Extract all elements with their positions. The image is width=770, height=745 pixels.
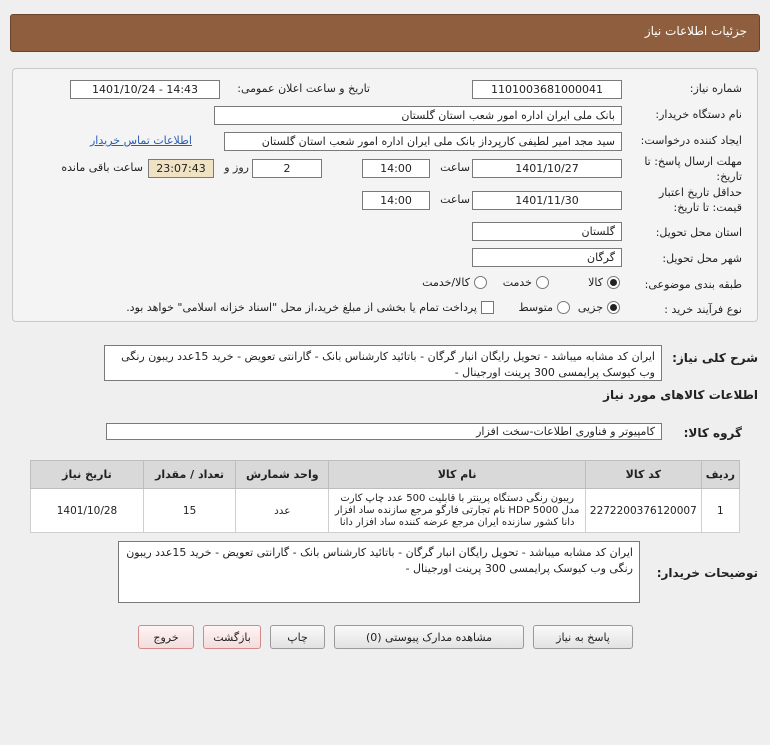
reply-time-field: 14:00 bbox=[362, 159, 430, 178]
reply-deadline-label: مهلت ارسال پاسخ: تا تاریخ: bbox=[644, 155, 742, 183]
buyer-org-field: بانک ملی ایران اداره امور شعب استان گلستان bbox=[214, 106, 622, 125]
page-header bbox=[10, 14, 760, 52]
goods-section-title: اطلاعات کالاهای مورد نیاز bbox=[603, 388, 758, 402]
radio-icon[interactable] bbox=[536, 276, 549, 289]
col-date: تاریخ نیاز bbox=[31, 461, 144, 489]
treasury-payment-option[interactable]: پرداخت تمام یا بخشی از مبلغ خرید،از محل "اسناد خزانه اسلامی" خواهد بود. bbox=[126, 301, 494, 314]
remaining-time-field: 23:07:43 bbox=[148, 159, 214, 178]
category-option-service[interactable]: خدمت bbox=[503, 276, 549, 289]
exit-button[interactable]: خروج bbox=[138, 625, 194, 649]
announce-field: 1401/10/24 - 14:43 bbox=[70, 80, 220, 99]
radio-icon[interactable] bbox=[474, 276, 487, 289]
row-unit: عدد bbox=[236, 489, 329, 533]
city-field: گرگان bbox=[472, 248, 622, 267]
table-row bbox=[31, 489, 740, 533]
page-title: جزئیات اطلاعات نیاز bbox=[644, 24, 747, 38]
goods-table bbox=[30, 460, 740, 533]
need-number-field: 1101003681000041 bbox=[472, 80, 622, 99]
col-unit: واحد شمارش bbox=[236, 461, 329, 489]
goods-table-header bbox=[31, 461, 740, 489]
row-name: ریبون رنگی دستگاه پرینتر با قابلیت 500 عدد چاپ کارت مدل HDP 5000 نام تجارتی فارگو مرجع سازنده ساد افزار دانا کشور سازنده ایران مرجع عرضه کننده ساد افزار دانا bbox=[329, 489, 586, 533]
days-field: 2 bbox=[252, 159, 322, 178]
buyer-notes-label: توضیحات خریدار: bbox=[656, 566, 758, 580]
summary-label: شرح کلی نیاز: bbox=[672, 351, 758, 365]
row-qty: 15 bbox=[143, 489, 235, 533]
radio-selected-icon[interactable] bbox=[607, 276, 620, 289]
col-index: ردیف bbox=[701, 461, 739, 489]
category-option-goods[interactable]: کالا bbox=[588, 276, 620, 289]
requester-field: سید مجد امیر لطیفی کارپرداز بانک ملی ایران اداره امور شعب استان گلستان bbox=[224, 132, 622, 151]
goods-group-label: گروه کالا: bbox=[683, 426, 742, 440]
radio-selected-icon[interactable] bbox=[607, 301, 620, 314]
reply-button[interactable]: پاسخ به نیاز bbox=[533, 625, 633, 649]
row-date: 1401/10/28 bbox=[31, 489, 144, 533]
category-option-goods-service[interactable]: کالا/خدمت bbox=[422, 276, 487, 289]
process-label: نوع فرآیند خرید : bbox=[664, 303, 742, 316]
col-name: نام کالا bbox=[329, 461, 586, 489]
remaining-label: ساعت باقی مانده bbox=[61, 161, 143, 174]
province-field: گلستان bbox=[472, 222, 622, 241]
category-label: طبقه بندی موضوعی: bbox=[644, 278, 742, 291]
days-label: روز و bbox=[224, 161, 249, 174]
summary-text: ایران کد مشابه میباشد - تحویل رایگان انبار گرگان - باتائید کارشناس بانک - گارانتی تعویض - خرید 15عدد ریبون رنگی وب کیوسک پرایمسی 300 پرینت اورجینال - bbox=[104, 345, 662, 381]
attachments-button[interactable]: مشاهده مدارک پیوستی (0) bbox=[334, 625, 524, 649]
city-label: شهر محل تحویل: bbox=[662, 252, 742, 265]
goods-table-wrap bbox=[30, 460, 740, 533]
announce-label: تاریخ و ساعت اعلان عمومی: bbox=[237, 82, 370, 95]
back-button[interactable]: بازگشت bbox=[203, 625, 261, 649]
reply-time-label: ساعت bbox=[440, 161, 470, 174]
col-qty: تعداد / مقدار bbox=[143, 461, 235, 489]
need-number-label: شماره نیاز: bbox=[689, 82, 742, 95]
province-label: استان محل تحویل: bbox=[655, 226, 742, 239]
buyer-org-label: نام دستگاه خریدار: bbox=[655, 108, 742, 121]
validity-label: حداقل تاریخ اعتبار قیمت: تا تاریخ: bbox=[658, 186, 742, 214]
print-button[interactable]: چاپ bbox=[270, 625, 325, 649]
buyer-notes-text: ایران کد مشابه میباشد - تحویل رایگان انبار گرگان - باتائید کارشناس بانک - گارانتی تعویض - خرید 15عدد ریبون رنگی وب کیوسک پرایمسی 300 پرینت اورجینال - bbox=[118, 541, 640, 603]
validity-time-label: ساعت bbox=[440, 193, 470, 206]
validity-date-field: 1401/11/30 bbox=[472, 191, 622, 210]
col-code: کد کالا bbox=[585, 461, 701, 489]
radio-icon[interactable] bbox=[557, 301, 570, 314]
checkbox-icon[interactable] bbox=[481, 301, 494, 314]
goods-group-field: کامپیوتر و فناوری اطلاعات-سخت افزار bbox=[106, 423, 662, 440]
requester-label: ایجاد کننده درخواست: bbox=[640, 134, 742, 147]
buyer-contact-link[interactable]: اطلاعات تماس خریدار bbox=[90, 134, 192, 147]
row-index: 1 bbox=[701, 489, 739, 533]
reply-date-field: 1401/10/27 bbox=[472, 159, 622, 178]
validity-time-field: 14:00 bbox=[362, 191, 430, 210]
process-option-minor[interactable]: جزیی bbox=[578, 301, 620, 314]
row-code: 2272200376120007 bbox=[585, 489, 701, 533]
process-option-medium[interactable]: متوسط bbox=[518, 301, 570, 314]
